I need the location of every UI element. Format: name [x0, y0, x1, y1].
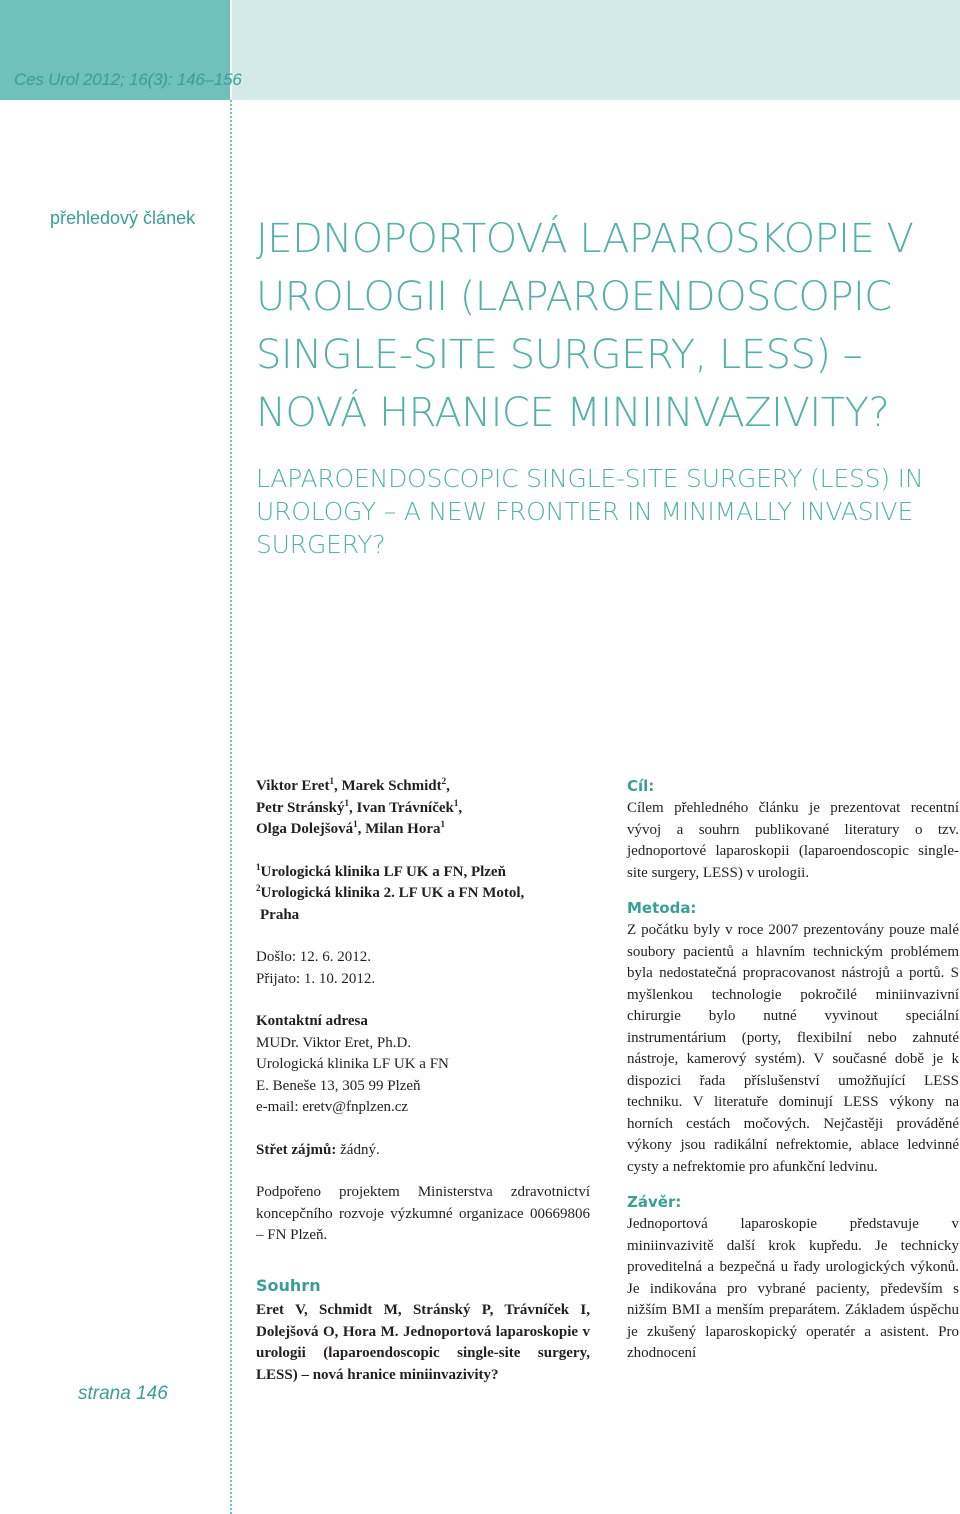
- header-band: [232, 0, 960, 100]
- souhrn-heading: Souhrn: [256, 1275, 321, 1295]
- dates: [256, 947, 590, 990]
- journal-citation: Ces Urol 2012; 16(3): 146–156: [14, 70, 242, 89]
- conclusion-heading: Závěr:: [627, 1193, 682, 1211]
- contact-street: E. Beneše 13, 305 99 Plzeň: [256, 1077, 421, 1094]
- aim-text: Cílem přehledného článku je prezentovat recentní vývoj a souhrn publikované literatury o tzv. jednoportové laparoskopii (laparoendoscopic single-site surgery, LESS) v urologii.: [627, 800, 959, 881]
- contact-name: MUDr. Viktor Eret, Ph.D.: [256, 1034, 412, 1051]
- page-number: strana 146: [78, 1383, 168, 1404]
- column-divider: [230, 100, 232, 1514]
- method-heading: Metoda:: [627, 899, 697, 917]
- souhrn-section: [256, 1275, 590, 1387]
- contact-email: e-mail: eretv@fnplzen.cz: [256, 1099, 409, 1115]
- author-list: Viktor Eret$^1$, Marek Schmidt$^2$, Petr Stránský$^1$, Ivan Trávníček$^1$, Olga Dolejšová$^1$, Milan Hora$^1$: [256, 776, 463, 837]
- method-text: Z počátku byly v roce 2007 prezentovány pouze malé soubory pacientů a hlavním technickým problémem byla nedostatečná propracovanost nástrojů a portů. S myšlenkou technologie pokročilé miniinvazivní chirurgie bylo nutné vyvinout speciální instrumentárium (porty, flexibilní nebo zahnuté nástroje, kamerový systém). V současné době je k dispozici řada příslušenství umožňující LESS techniku. V literatuře dominují LESS výkony na horních cestách močových. Nejčastěji prováděné výkony jsou radikální nefrektomie, ablace ledvinné cysty a nefrektomie pro afunkční ledvinu.: [627, 922, 959, 1175]
- souhrn-citation: Eret V, Schmidt M, Stránský P, Trávníček I, Dolejšová O, Hora M. Jednoportová laparoskopie v urologii (laparoendoscopic single-site surgery, LESS) – nová hranice miniinvazivity?: [256, 1302, 590, 1383]
- conflict-of-interest: Střet zájmů: žádný.: [256, 1141, 380, 1158]
- aim-heading: Cíl:: [627, 777, 655, 795]
- article-title-english: LAPAROENDOSCOPIC SINGLE-SITE SURGERY (LESS) IN UROLOGY – A NEW FRONTIER IN MINIMALLY INVASIVE SURGERY?: [256, 464, 924, 559]
- article-title-czech: JEDNOPORTOVÁ LAPAROSKOPIE V UROLOGII (LAPAROENDOSCOPIC SINGLE-SITE SURGERY, LESS) – NOVÁ HRANICE MINIINVAZIVITY?: [256, 216, 914, 436]
- contact-department: Urologická klinika LF UK a FN: [256, 1056, 449, 1072]
- contact-address: [256, 1011, 590, 1119]
- abstract-column: [627, 776, 959, 1379]
- received-date: Došlo: 12. 6. 2012.: [256, 949, 372, 965]
- author-info-column: [256, 776, 590, 1386]
- conclusion-text: Jednoportová laparoskopie představuje v miniinvazivitě další krok kupředu. Je technicky proveditelná a bezpečná u řady urologických výkonů. Je indikována pro vybrané pacienty, především s nižším BMI a menším preparátem. Základem úspěchu je zkušený laparoskopický operatér a asistent. Pro zhodnocení: [627, 1216, 959, 1361]
- funding-note: Podpořeno projektem Ministerstva zdravotnictví koncepčního rozvoje výzkumné organizace 00669806 – FN Plzeň.: [256, 1184, 590, 1243]
- accepted-date: Přijato: 1. 10. 2012.: [256, 970, 376, 987]
- affiliations: $^1$Urologická klinika LF UK a FN, Plzeň $^2$Urologická klinika 2. LF UK a FN Motol, Praha: [256, 861, 525, 923]
- contact-heading: Kontaktní adresa: [256, 1013, 368, 1029]
- article-type-label: přehledový článek: [50, 208, 196, 228]
